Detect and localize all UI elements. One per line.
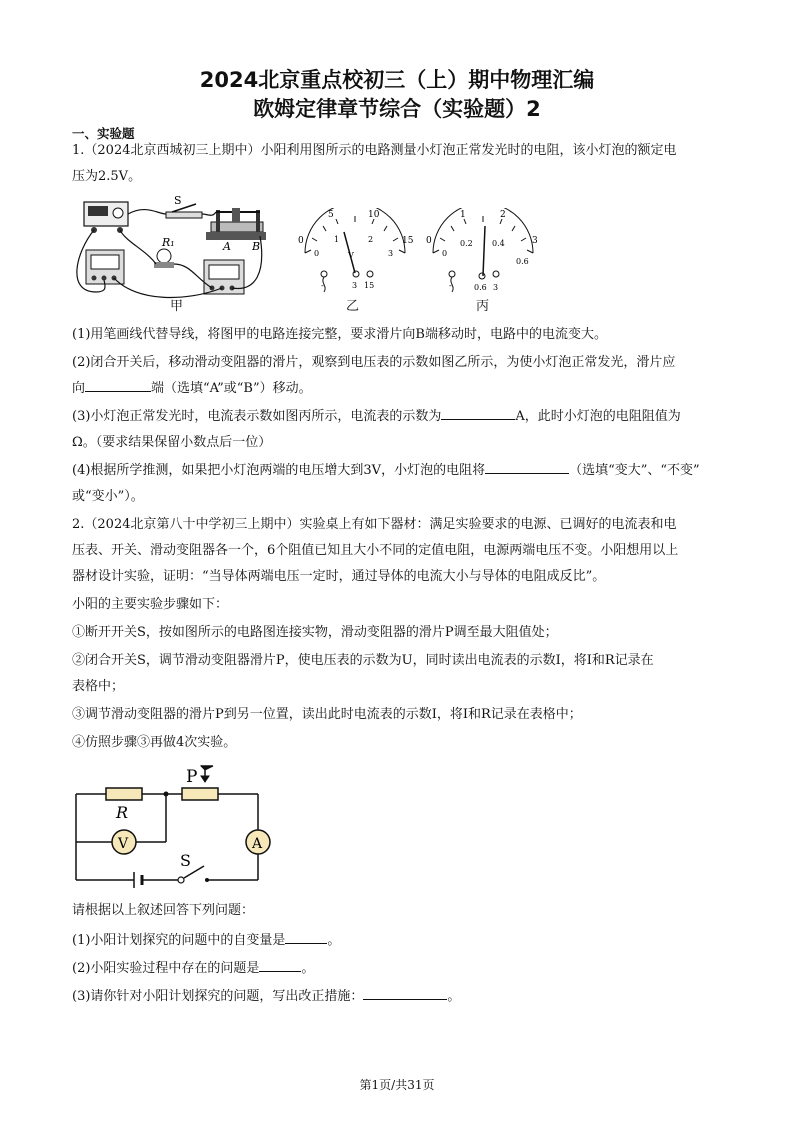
answer-blank[interactable] <box>85 377 151 392</box>
q1-intro-line2: 压为2.5V。 <box>72 169 142 184</box>
q1-part2-post: 端（选填“A”或“B”）移动。 <box>151 381 312 396</box>
page-title: 2024北京重点校初三（上）期中物理汇编 <box>199 68 595 92</box>
answer-blank[interactable] <box>363 985 447 1000</box>
q1-part3-post: A，此时小灯泡的电阻阻值为 <box>515 409 681 424</box>
q1-part4-line1 <box>72 458 722 484</box>
terminal-b-label: B <box>252 240 261 253</box>
a-term-3: 3 <box>493 283 499 292</box>
q2-step2-line2: 表格中； <box>72 679 125 694</box>
v-term-3: 3 <box>352 281 358 290</box>
answer-blank[interactable] <box>485 459 569 474</box>
slider-arrow-icon <box>201 766 213 782</box>
q2-step2-line1: ②闭合开关S，调节滑动变阻器滑片P，使电压表的示数为U，同时读出电流表的示数I，将I和R记录在 <box>72 653 654 668</box>
q1-part2-pre: 向 <box>72 381 86 396</box>
q2-intro-line1: 2.（2024北京第八十中学初三上期中）实验桌上有如下器材：满足实验要求的电源、已调好的电流表和电 <box>72 517 677 532</box>
q2-step3: ③调节滑动变阻器的滑片P到另一位置，读出此时电流表的示数I，将I和R记录在表格中； <box>72 707 582 722</box>
switch-label: S <box>174 194 182 207</box>
ammeter-needle <box>483 226 485 276</box>
v-bottom-tick-3: 3 <box>388 249 394 258</box>
v-top-tick-1: 5 <box>328 210 334 220</box>
q1-part1: (1)用笔画线代替导线，将图甲的电路连接完整，要求滑片向B端移动时，电路中的电流变大。 <box>72 327 607 342</box>
q2-ask2-pre: (2)小阳实验过程中存在的问题是 <box>72 961 260 976</box>
q2-ask2 <box>72 956 722 982</box>
v-term-15: 15 <box>364 281 375 290</box>
q1-part4-post: （选填“变大”、“不变” <box>569 463 700 478</box>
a-bottom-tick-0: 0 <box>442 249 448 258</box>
terminal-a-label: A <box>223 240 231 253</box>
q1-part3-pre: (3)小灯泡正常发光时，电流表示数如图丙所示，电流表的示数为 <box>72 409 442 424</box>
q2-intro-line2: 压表、开关、滑动变阻器各一个，6个阻值已知且大小不同的定值电阻，电源两端电压不变。小阳想用以上 <box>72 543 679 558</box>
figure-circuit-diagram <box>66 762 276 892</box>
a-top-tick-2: 2 <box>500 210 506 220</box>
q1-part4-line2: 或“变小”）。 <box>72 489 144 504</box>
q2-ask3-post: 。 <box>447 989 461 1004</box>
q2-ask3 <box>72 984 722 1010</box>
label-p: P <box>186 767 198 787</box>
v-bottom-tick-2: 2 <box>368 235 374 244</box>
answer-blank[interactable] <box>259 957 301 972</box>
page-footer: 第1页/共31页 <box>359 1078 435 1092</box>
label-s: S <box>180 851 191 870</box>
q1-part2-line1: (2)闭合开关后，移动滑动变阻器的滑片，观察到电压表的示数如图乙所示，为使小灯泡正常发光，滑片应 <box>72 355 676 370</box>
q1-part4-pre: (4)根据所学推测，如果把小灯泡两端的电压增大到3V，小灯泡的电阻将 <box>72 463 486 478</box>
r1-label: R₁ <box>162 236 175 249</box>
q1-part3-line2: Ω。（要求结果保留小数点后一位） <box>72 435 272 450</box>
a-bottom-tick-3: 0.6 <box>516 257 529 266</box>
a-bottom-tick-1: 0.2 <box>460 239 473 248</box>
q2-ask1 <box>72 928 722 954</box>
fig-label-jia: 甲 <box>170 299 184 314</box>
figure-bing-ammeter <box>418 208 548 298</box>
v-term-neg: - <box>321 281 324 290</box>
label-a: A <box>252 836 263 852</box>
q2-answer-intro: 请根据以上叙述回答下列问题： <box>72 903 255 918</box>
q1-intro-line1: 1.（2024北京西城初三上期中）小阳利用图所示的电路测量小灯泡正常发光时的电阻，该小灯泡的额定电 <box>72 143 677 158</box>
v-top-tick-2: 10 <box>368 210 380 220</box>
v-bottom-tick-0: 0 <box>314 249 320 258</box>
q2-ask3-pre: (3)请你针对小阳计划探究的问题，写出改正措施： <box>72 989 364 1004</box>
q2-steps-intro: 小阳的主要实验步骤如下： <box>72 597 229 612</box>
a-top-tick-0: 0 <box>426 236 432 246</box>
rheostat <box>182 788 218 800</box>
q2-ask1-pre: (1)小阳计划探究的问题中的自变量是 <box>72 933 286 948</box>
answer-blank[interactable] <box>441 405 515 420</box>
ammeter-device-icon <box>86 250 124 284</box>
fig-label-bing: 丙 <box>476 299 490 314</box>
q2-step1: ①断开开关S，按如图所示的电路图连接实物，滑动变阻器的滑片P调至最大阻值处； <box>72 625 558 640</box>
a-top-tick-3: 3 <box>532 236 538 246</box>
a-term-neg: - <box>449 281 452 290</box>
v-top-tick-3: 15 <box>402 236 414 246</box>
v-top-tick-0: 0 <box>298 236 304 246</box>
page-subtitle: 欧姆定律章节综合（实验题）2 <box>253 97 541 121</box>
switch-icon <box>166 204 202 218</box>
a-bottom-tick-2: 0.4 <box>492 239 505 248</box>
v-unit: V <box>348 251 354 260</box>
label-r: R <box>116 803 129 822</box>
q2-ask1-post: 。 <box>327 933 341 948</box>
a-term-06: 0.6 <box>474 283 487 292</box>
resistor-r <box>106 788 142 800</box>
q1-part3-line1 <box>72 404 722 430</box>
a-top-tick-1: 1 <box>460 210 466 220</box>
q2-intro-line3: 器材设计实验，证明：“当导体两端电压一定时，通过导体的电流大小与导体的电阻成反比”。 <box>72 569 606 584</box>
q2-ask2-post: 。 <box>301 961 315 976</box>
answer-blank[interactable] <box>285 929 327 944</box>
q1-part2-line2 <box>72 376 722 402</box>
section-heading: 一、实验题 <box>72 126 135 141</box>
q2-step4: ④仿照步骤③再做4次实验。 <box>72 735 237 750</box>
v-bottom-tick-1: 1 <box>334 235 340 244</box>
fig-label-yi: 乙 <box>346 299 360 314</box>
figure-yi-voltmeter <box>290 208 420 298</box>
label-v: V <box>118 836 129 852</box>
bulb-icon <box>154 249 174 268</box>
